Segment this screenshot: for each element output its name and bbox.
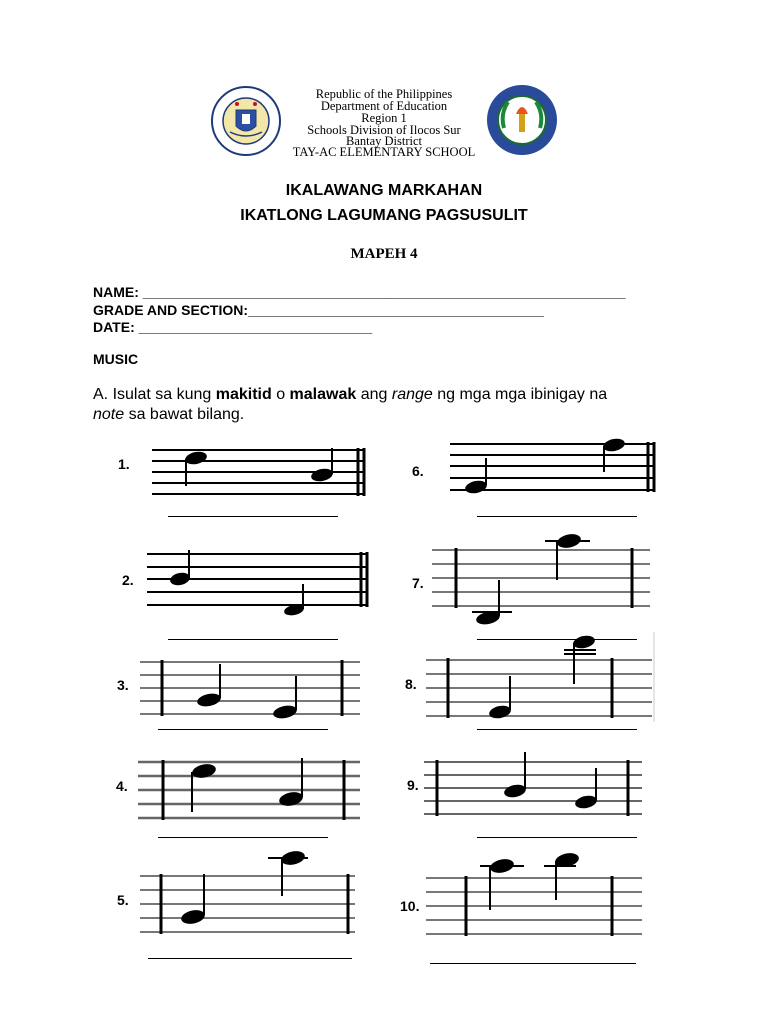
item-number: 9.	[407, 777, 419, 793]
note	[196, 692, 222, 709]
date-field[interactable]: DATE: ______________________________	[93, 319, 373, 335]
note	[574, 794, 598, 810]
item-number: 4.	[116, 778, 128, 794]
note	[169, 571, 191, 587]
note	[280, 849, 306, 867]
instruction: A. Isulat sa kung makitid o malawak ang range ng mga mga ibinigay na note sa bawat bilang.	[93, 386, 608, 423]
staff-4	[138, 756, 360, 826]
note	[602, 437, 626, 453]
answer-line-4[interactable]	[158, 837, 328, 838]
staff-10	[426, 848, 646, 938]
item-number: 10.	[400, 898, 420, 914]
header-line: Schools Division of Ilocos Sur	[307, 123, 461, 137]
item-number: 8.	[405, 676, 417, 692]
note	[310, 467, 334, 483]
note	[488, 704, 512, 720]
staff-3	[140, 656, 360, 722]
item-number: 1.	[118, 456, 130, 472]
section-heading: MUSIC	[93, 351, 139, 367]
item-number: 6.	[412, 463, 424, 479]
item-number: 3.	[117, 677, 129, 693]
grade-section-field[interactable]: GRADE AND SECTION:______________________________________	[93, 302, 544, 318]
note	[184, 450, 208, 466]
quarter-title: IKALAWANG MARKAHAN	[285, 182, 483, 199]
answer-line-8[interactable]	[477, 729, 637, 730]
note	[272, 704, 298, 721]
staff-9	[424, 752, 646, 818]
header-line: Republic of the Philippines	[315, 87, 453, 101]
staff-7	[432, 532, 654, 628]
item-number: 5.	[117, 892, 129, 908]
note	[556, 532, 582, 550]
school-header	[258, 88, 510, 158]
answer-line-9[interactable]	[477, 837, 637, 838]
note	[572, 634, 596, 650]
staff-2	[147, 550, 372, 616]
answer-line-2[interactable]	[168, 639, 338, 640]
header-line: Department of Education	[320, 99, 448, 113]
note	[503, 783, 527, 799]
staff-5	[140, 850, 362, 940]
answer-line-6[interactable]	[477, 516, 637, 517]
header-line: Bantay District	[345, 134, 423, 148]
staff-8	[426, 632, 656, 724]
staff-6	[450, 438, 660, 496]
item-number: 7.	[412, 575, 424, 591]
staff-1	[152, 446, 372, 502]
test-title: IKATLONG LAGUMANG PAGSUSULIT	[240, 207, 528, 224]
header-line: Region 1	[361, 111, 407, 125]
subject-title: MAPEH 4	[350, 246, 418, 262]
note	[489, 857, 515, 875]
header-line: TAY-AC ELEMENTARY SCHOOL	[292, 145, 476, 159]
answer-line-10[interactable]	[430, 963, 636, 964]
answer-line-5[interactable]	[148, 958, 352, 959]
name-field[interactable]: NAME: ______________________________________________________________	[93, 284, 626, 300]
note	[464, 479, 488, 495]
answer-line-3[interactable]	[158, 729, 328, 730]
item-number: 2.	[122, 572, 134, 588]
note	[180, 908, 206, 926]
answer-line-1[interactable]	[168, 516, 338, 517]
